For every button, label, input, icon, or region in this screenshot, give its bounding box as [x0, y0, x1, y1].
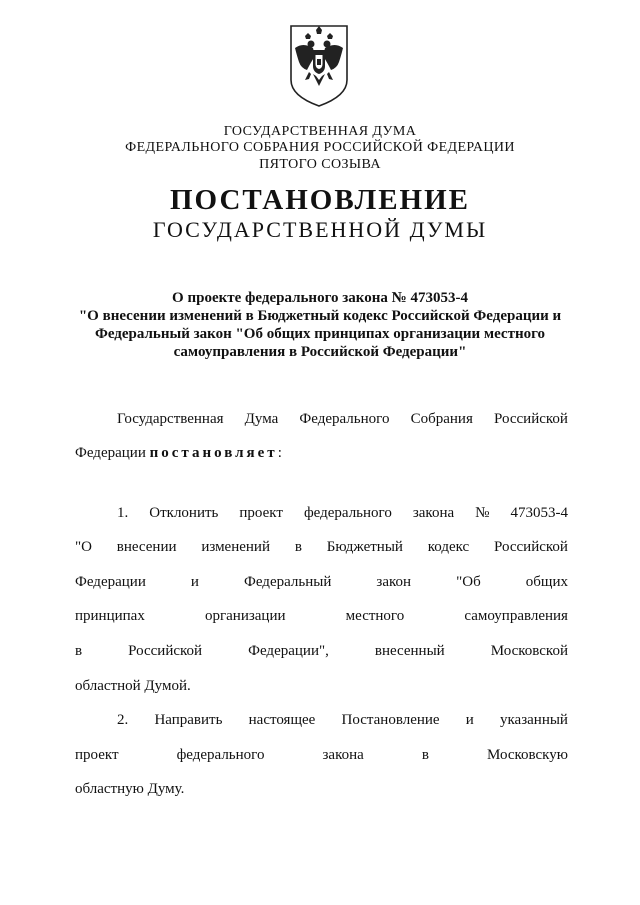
word: Федерации",	[248, 643, 329, 659]
word: принципах	[75, 608, 145, 624]
word: общих	[525, 574, 568, 590]
word: изменений	[201, 539, 270, 555]
subject-line-2: "О внесении изменений в Бюджетный кодекс Российской Федерации и	[78, 308, 562, 324]
word: в	[421, 747, 429, 763]
item2-line-3: областную Думу.	[75, 781, 185, 797]
word: 2.	[117, 712, 129, 728]
word: Отклонить	[149, 505, 219, 521]
word: №	[475, 505, 490, 521]
word: проект	[75, 747, 119, 763]
word: Постановление	[341, 712, 440, 728]
word: и	[190, 574, 199, 590]
word: указанный	[500, 712, 568, 728]
header-duma: ГОСУДАРСТВЕННАЯ ДУМА	[223, 124, 417, 139]
word: федерального	[303, 505, 392, 521]
word: Федерации	[75, 574, 146, 590]
word: Дума	[244, 411, 279, 427]
word: местного	[345, 608, 405, 624]
word: Направить	[154, 712, 223, 728]
word: "О	[75, 539, 92, 555]
word: 473053-4	[510, 505, 568, 521]
item1-line-2	[75, 537, 568, 557]
word: Бюджетный	[326, 539, 403, 555]
word: 1.	[117, 505, 129, 521]
word: настоящее	[248, 712, 316, 728]
subject-line-3: Федеральный закон "Об общих принципах организации местного	[94, 326, 546, 342]
item2-line-2	[75, 745, 568, 765]
word: в	[294, 539, 302, 555]
word: проект	[239, 505, 283, 521]
preamble-line-1	[117, 409, 568, 429]
item1-line-5	[75, 641, 568, 661]
word: внесенный	[374, 643, 445, 659]
word: "Об	[456, 574, 481, 590]
word: Российской	[494, 539, 568, 555]
word: Московскую	[486, 747, 568, 763]
subject-line-4: самоуправления в Российской Федерации"	[173, 344, 467, 360]
word: кодекс	[427, 539, 470, 555]
word: организации	[204, 608, 286, 624]
word: закона	[322, 747, 364, 763]
word: Собрания	[410, 411, 473, 427]
item1-line-1	[117, 503, 568, 523]
header-federal-assembly: ФЕДЕРАЛЬНОГО СОБРАНИЯ РОССИЙСКОЙ ФЕДЕРАЦИИ	[125, 140, 515, 155]
word: внесении	[116, 539, 177, 555]
header-convocation: ПЯТОГО СОЗЫВА	[259, 157, 381, 172]
word: Федеральный	[244, 574, 332, 590]
item2-line-1	[117, 710, 568, 730]
word: закона	[412, 505, 455, 521]
document-subtitle: ГОСУДАРСТВЕННОЙ ДУМЫ	[152, 217, 488, 242]
word: Федерального	[299, 411, 390, 427]
subject-line-1: О проекте федерального закона № 473053-4	[172, 290, 468, 306]
word: Московской	[490, 643, 568, 659]
preamble-line-2	[75, 443, 282, 463]
word: и	[465, 712, 474, 728]
word: федерального	[176, 747, 265, 763]
word: Российской	[128, 643, 203, 659]
resolves-word: постановляет	[149, 445, 278, 461]
coat-of-arms-emblem	[283, 22, 355, 108]
word: Российской	[494, 411, 568, 427]
word: самоуправления	[464, 608, 568, 624]
item1-line-3	[75, 572, 568, 592]
word: закон	[376, 574, 412, 590]
word: в	[75, 643, 83, 659]
word: Государственная	[117, 411, 224, 427]
document-title: ПОСТАНОВЛЕНИЕ	[169, 184, 470, 216]
preamble-federation: Федерации	[75, 445, 150, 461]
preamble-colon: :	[277, 445, 282, 461]
item1-line-6: областной Думой.	[75, 678, 191, 694]
item1-line-4	[75, 606, 568, 626]
